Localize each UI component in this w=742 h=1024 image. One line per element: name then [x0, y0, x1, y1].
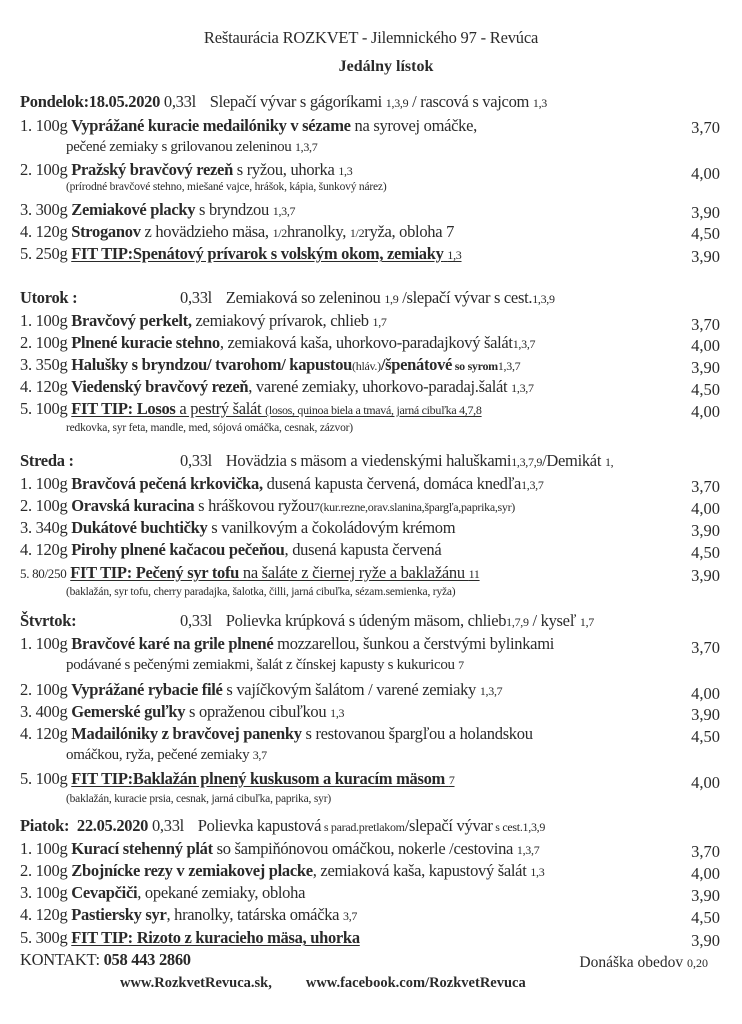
item-note: (baklažán, kuracie prsia, cesnak, jarná cibuľka, paprika, syr)	[66, 793, 331, 805]
item-desc-small: so syrom	[452, 359, 498, 373]
menu-item	[20, 496, 732, 516]
item-price: 3,90	[691, 203, 720, 222]
item-price: 3,90	[691, 358, 720, 377]
menu-item-fit-tip	[20, 563, 732, 583]
item-name: Madailóniky z bravčovej panenky	[71, 724, 302, 743]
menu-item	[20, 518, 732, 538]
menu-item	[20, 702, 732, 722]
item-price: 3,90	[691, 886, 720, 905]
soup-allergens: 1,7,9	[506, 615, 529, 629]
item-price: 3,90	[691, 521, 720, 540]
item-desc: dusená kapusta červená, domáca knedľa	[262, 474, 522, 493]
soup-alt-addition: s cest.	[492, 820, 523, 834]
item-number: 4. 120g	[20, 377, 68, 396]
item-desc: s restovanou špargľou a holandskou	[301, 724, 533, 743]
item-desc: hranolky,	[287, 222, 350, 241]
menu-item	[20, 680, 732, 700]
menu-item	[20, 116, 732, 136]
item-desc-line2	[66, 657, 464, 674]
item-desc: , dusená kapusta červená	[284, 540, 442, 559]
item-name: FIT TIP: Pečený syr tofu	[70, 563, 240, 582]
item-name: FIT TIP:Spenátový prívarok s volským okom, zemiaky	[71, 244, 444, 263]
menu-item	[20, 222, 732, 242]
item-name: Plnené kuracie stehno	[71, 333, 220, 352]
soup-name: Zemiaková so zeleninou	[225, 288, 385, 307]
soup-alt: /slepačí vývar s cest.	[398, 288, 533, 307]
menu-item	[20, 355, 732, 375]
item-desc: , zemiaková kaša, kapustový šalát	[312, 861, 531, 880]
item-note: (prírodné bravčové stehno, miešané vajce, hrášok, kápia, šunkový nárez)	[66, 181, 387, 193]
day-label: Utorok :	[20, 288, 78, 307]
item-desc-small: (hláv.)	[352, 359, 381, 373]
item-price: 4,50	[691, 543, 720, 562]
soup-volume: 0,33l	[151, 816, 184, 835]
item-number: 2. 100g	[20, 333, 68, 352]
item-number: 5. 100g	[20, 769, 68, 788]
item-desc-small: 1/2	[349, 226, 365, 240]
delivery-price: 0,20	[687, 956, 708, 970]
item-desc: ryža, obloha 7	[364, 222, 455, 241]
item-number: 3. 340g	[20, 518, 68, 537]
item-note: (baklažán, syr tofu, cherry paradajka, šalotka, čilli, jarná cibuľka, sézam.semienka, ryža)	[66, 586, 456, 598]
item-price: 3,70	[691, 638, 720, 657]
menu-item	[20, 200, 732, 220]
item-number: 5. 250g	[20, 244, 68, 263]
item-price: 4,00	[691, 864, 720, 883]
item-allergens: 1,3	[330, 706, 345, 720]
soup-alt-allergens: 1,7	[579, 615, 595, 629]
item-allergens: 1,3,7	[497, 359, 521, 373]
item-number: 1. 100g	[20, 116, 68, 135]
menu-item	[20, 540, 732, 560]
menu-item	[20, 634, 732, 654]
item-number: 1. 100g	[20, 311, 68, 330]
item-number: 2. 100g	[20, 680, 68, 699]
item-number: 4. 120g	[20, 222, 68, 241]
item-allergens: 1,3,7	[512, 337, 536, 351]
menu-item	[20, 377, 732, 397]
item-allergens: 1,3,7	[521, 478, 544, 492]
item-desc: , varené zemiaky, uhorkovo-paradaj.šalát	[248, 377, 512, 396]
item-allergens: 3,7	[343, 909, 358, 923]
item-price: 4,50	[691, 727, 720, 746]
contact-label: KONTAKT:	[20, 950, 104, 969]
item-inline-note: (losos, quinoa biela a tmavá, jarná cibuľka 4,7,8	[265, 403, 482, 417]
restaurant-title: Reštaurácia ROZKVET - Jilemnického 97 - Revúca	[203, 28, 539, 47]
item-price: 3,70	[691, 842, 720, 861]
item-allergens: 1,3,7	[479, 684, 503, 698]
soup-allergens: 1,3,7,9	[511, 455, 543, 469]
soup-alt-allergens: 1,3,9	[532, 292, 555, 306]
item-price: 4,00	[691, 499, 720, 518]
menu-item	[20, 883, 732, 903]
soup-volume: 0,33l	[163, 92, 196, 111]
item-desc: mozzarellou, šunkou a čerstvými bylinkami	[273, 634, 555, 653]
item-desc: s ryžou, uhorka	[232, 160, 339, 179]
item-desc: , hranolky, tatárska omáčka	[166, 905, 344, 924]
item-allergens: 1,3	[447, 248, 462, 262]
menu-item	[20, 333, 732, 353]
soup-volume: 0,33l	[180, 288, 212, 307]
item-number: 5. 100g	[20, 399, 68, 418]
day-header-monday	[20, 92, 732, 112]
item-price: 4,50	[691, 380, 720, 399]
menu-item	[20, 861, 732, 881]
item-desc: , zemiaková kaša, uhorkovo-paradajkový šalát	[219, 333, 513, 352]
item-name: Cevapčiči	[71, 883, 138, 902]
item-name: Oravská kuracina	[71, 496, 195, 515]
menu-item	[20, 474, 732, 494]
item-allergens: 1,3,7	[272, 204, 296, 218]
item-allergens: 7(kur.rezne,orav.slanina,špargľa,paprika,syr)	[314, 500, 516, 514]
item-price: 4,00	[691, 164, 720, 183]
item-note: redkovka, syr feta, mandle, med, sójová omáčka, cesnak, zázvor)	[66, 422, 353, 434]
item-desc: s hráškovou ryžou	[194, 496, 315, 515]
menu-item-fit-tip	[20, 769, 732, 789]
soup-allergens: 1,9	[384, 292, 399, 306]
item-allergens: 1,3,7	[516, 843, 540, 857]
item-number: 3. 100g	[20, 883, 68, 902]
soup-alt: /Demikát	[542, 451, 605, 470]
delivery-label: Donáška obedov	[579, 954, 687, 971]
item-number: 2. 100g	[20, 861, 68, 880]
menu-item	[20, 724, 732, 744]
item-number: 1. 100g	[20, 634, 68, 653]
item-number: 3. 400g	[20, 702, 68, 721]
soup-allergens: 1,3,9	[385, 96, 409, 110]
desc-text: podávané s pečenými zemiakmi, šalát z čínskej kapusty s kukuricou	[66, 657, 459, 673]
item-price: 4,00	[691, 684, 720, 703]
website-link[interactable]: www.RozkvetRevuca.sk,	[120, 975, 272, 991]
soup-alt: / rascová s vajcom	[408, 92, 533, 111]
item-desc: zemiakový prívarok, chlieb	[191, 311, 373, 330]
soup-alt: / kyseľ	[528, 611, 580, 630]
item-name: Vyprážané rybacie filé	[71, 680, 223, 699]
item-name: Bravčový perkelt,	[71, 311, 192, 330]
item-number: 2. 100g	[20, 160, 68, 179]
item-price: 4,00	[691, 773, 720, 792]
item-price: 3,70	[691, 477, 720, 496]
item-price: 3,90	[691, 705, 720, 724]
soup-name: Hovädzia s mäsom a viedenskými haluškami	[225, 451, 512, 470]
item-desc: s vanilkovým a čokoládovým krémom	[207, 518, 456, 537]
day-header-wednesday	[20, 451, 732, 471]
item-desc-line2	[66, 139, 317, 156]
item-name: Dukátové buchtičky	[71, 518, 208, 537]
item-name: FIT TIP:Baklažán plnený kuskusom a kuracím mäsom	[71, 769, 445, 788]
menu-heading: Jedálny lístok	[338, 58, 434, 75]
soup-name: Polievka kapustová	[197, 816, 322, 835]
soup-name: Slepačí vývar s gágoríkami	[209, 92, 382, 111]
delivery-info	[579, 954, 708, 972]
item-price: 4,00	[691, 336, 720, 355]
item-number: 2. 100g	[20, 496, 68, 515]
item-number: 1. 100g	[20, 839, 68, 858]
soup-alt-allergens: 1,3	[532, 96, 548, 110]
item-number: 3. 300g	[20, 200, 68, 219]
item-price: 3,70	[691, 118, 720, 137]
item-desc: s opraženou cibuľkou	[185, 702, 331, 721]
item-name: FIT TIP: Rizoto z kuracieho mäsa, uhorka	[71, 928, 360, 947]
footer-links	[120, 975, 560, 992]
item-allergens: 7	[458, 658, 464, 672]
item-desc: s bryndzou	[195, 200, 273, 219]
item-price: 3,70	[691, 315, 720, 334]
item-desc: , opekané zemiaky, obloha	[137, 883, 306, 902]
item-number: 4. 120g	[20, 724, 68, 743]
item-name: Halušky s bryndzou/ tvarohom/ kapustou	[71, 355, 353, 374]
item-allergens: 7	[448, 773, 455, 787]
item-desc: a pestrý šalát	[175, 399, 266, 418]
item-name: Viedenský bravčový rezeň	[71, 377, 249, 396]
item-price: 3,90	[691, 247, 720, 266]
item-price: 3,90	[691, 566, 720, 585]
item-allergens: 1,3,7	[294, 140, 318, 154]
soup-volume: 0,33l	[180, 451, 212, 470]
item-desc-line2	[66, 747, 267, 764]
menu-item-fit-tip	[20, 928, 732, 948]
item-name: Pražský bravčový rezeň	[71, 160, 233, 179]
item-name: Gemerské guľky	[71, 702, 186, 721]
item-allergens: 1,7	[372, 315, 387, 329]
item-desc: z hovädzieho mäsa,	[140, 222, 273, 241]
item-name: FIT TIP: Losos	[71, 399, 176, 418]
menu-item	[20, 160, 732, 180]
day-header-friday	[20, 816, 732, 836]
item-name: Bravčová pečená krkovička,	[71, 474, 263, 493]
item-desc: s vajíčkovým šalátom / varené zemiaky	[222, 680, 480, 699]
item-allergens: 11	[468, 567, 480, 581]
item-desc: so šampiňónovou omáčkou, nokerle /cestovina	[212, 839, 517, 858]
soup-name: Polievka krúpková s údeným mäsom, chlieb	[225, 611, 507, 630]
item-desc-small: 1/2	[272, 226, 288, 240]
soup-alt: /slepačí vývar	[404, 816, 493, 835]
item-name: Bravčové karé na grile plnené	[71, 634, 274, 653]
menu-item	[20, 311, 732, 331]
item-name: Stroganov	[71, 222, 141, 241]
contact-phone[interactable]: 058 443 2860	[103, 950, 191, 969]
item-desc: na šaláte z čiernej ryže a baklažánu	[239, 563, 469, 582]
day-label: Streda :	[20, 451, 74, 470]
item-price: 3,90	[691, 931, 720, 950]
item-desc: na syrovej omáčke,	[350, 116, 477, 135]
item-allergens: 3,7	[252, 748, 267, 762]
item-number: 3. 350g	[20, 355, 68, 374]
day-label: Piatok: 22.05.2020	[20, 816, 149, 835]
item-price: 4,00	[691, 402, 720, 421]
item-price: 4,50	[691, 224, 720, 243]
item-name-alt: /špenátové	[380, 355, 453, 374]
soup-addition: s parad.pretlakom	[321, 820, 405, 834]
item-name: Zbojnícke rezy v zemiakovej placke	[71, 861, 313, 880]
menu-item	[20, 905, 732, 925]
item-price: 4,50	[691, 908, 720, 927]
item-number: 5. 80/250	[20, 566, 67, 581]
menu-item-fit-tip	[20, 399, 732, 419]
menu-item	[20, 839, 732, 859]
item-name: Pirohy plnené kačacou pečeňou	[71, 540, 285, 559]
item-name: Vyprážané kuracie medailóniky v sézame	[71, 116, 351, 135]
item-name: Pastiersky syr	[71, 905, 167, 924]
soup-volume: 0,33l	[180, 611, 212, 630]
day-header-thursday	[20, 611, 732, 631]
item-name: Kurací stehenný plát	[71, 839, 213, 858]
desc-text: omáčkou, ryža, pečené zemiaky	[66, 747, 253, 763]
soup-alt-allergens: 1,	[604, 455, 614, 469]
soup-alt-allergens: 1,3,9	[522, 820, 546, 834]
item-number: 4. 120g	[20, 905, 68, 924]
facebook-link[interactable]: www.facebook.com/RozkvetRevuca	[305, 975, 526, 991]
day-label: Štvrtok:	[20, 611, 77, 630]
day-header-tuesday	[20, 288, 732, 308]
item-number: 5. 300g	[20, 928, 68, 947]
item-number: 4. 120g	[20, 540, 68, 559]
item-name: Zemiakové placky	[71, 200, 196, 219]
item-number: 1. 100g	[20, 474, 68, 493]
desc-text: pečené zemiaky s grilovanou zeleninou	[66, 139, 295, 155]
item-allergens: 1,3,7	[511, 381, 534, 395]
day-label: Pondelok:18.05.2020	[20, 92, 161, 111]
menu-item-fit-tip	[20, 244, 732, 264]
item-allergens: 1,3	[338, 164, 353, 178]
item-allergens: 1,3	[530, 865, 545, 879]
